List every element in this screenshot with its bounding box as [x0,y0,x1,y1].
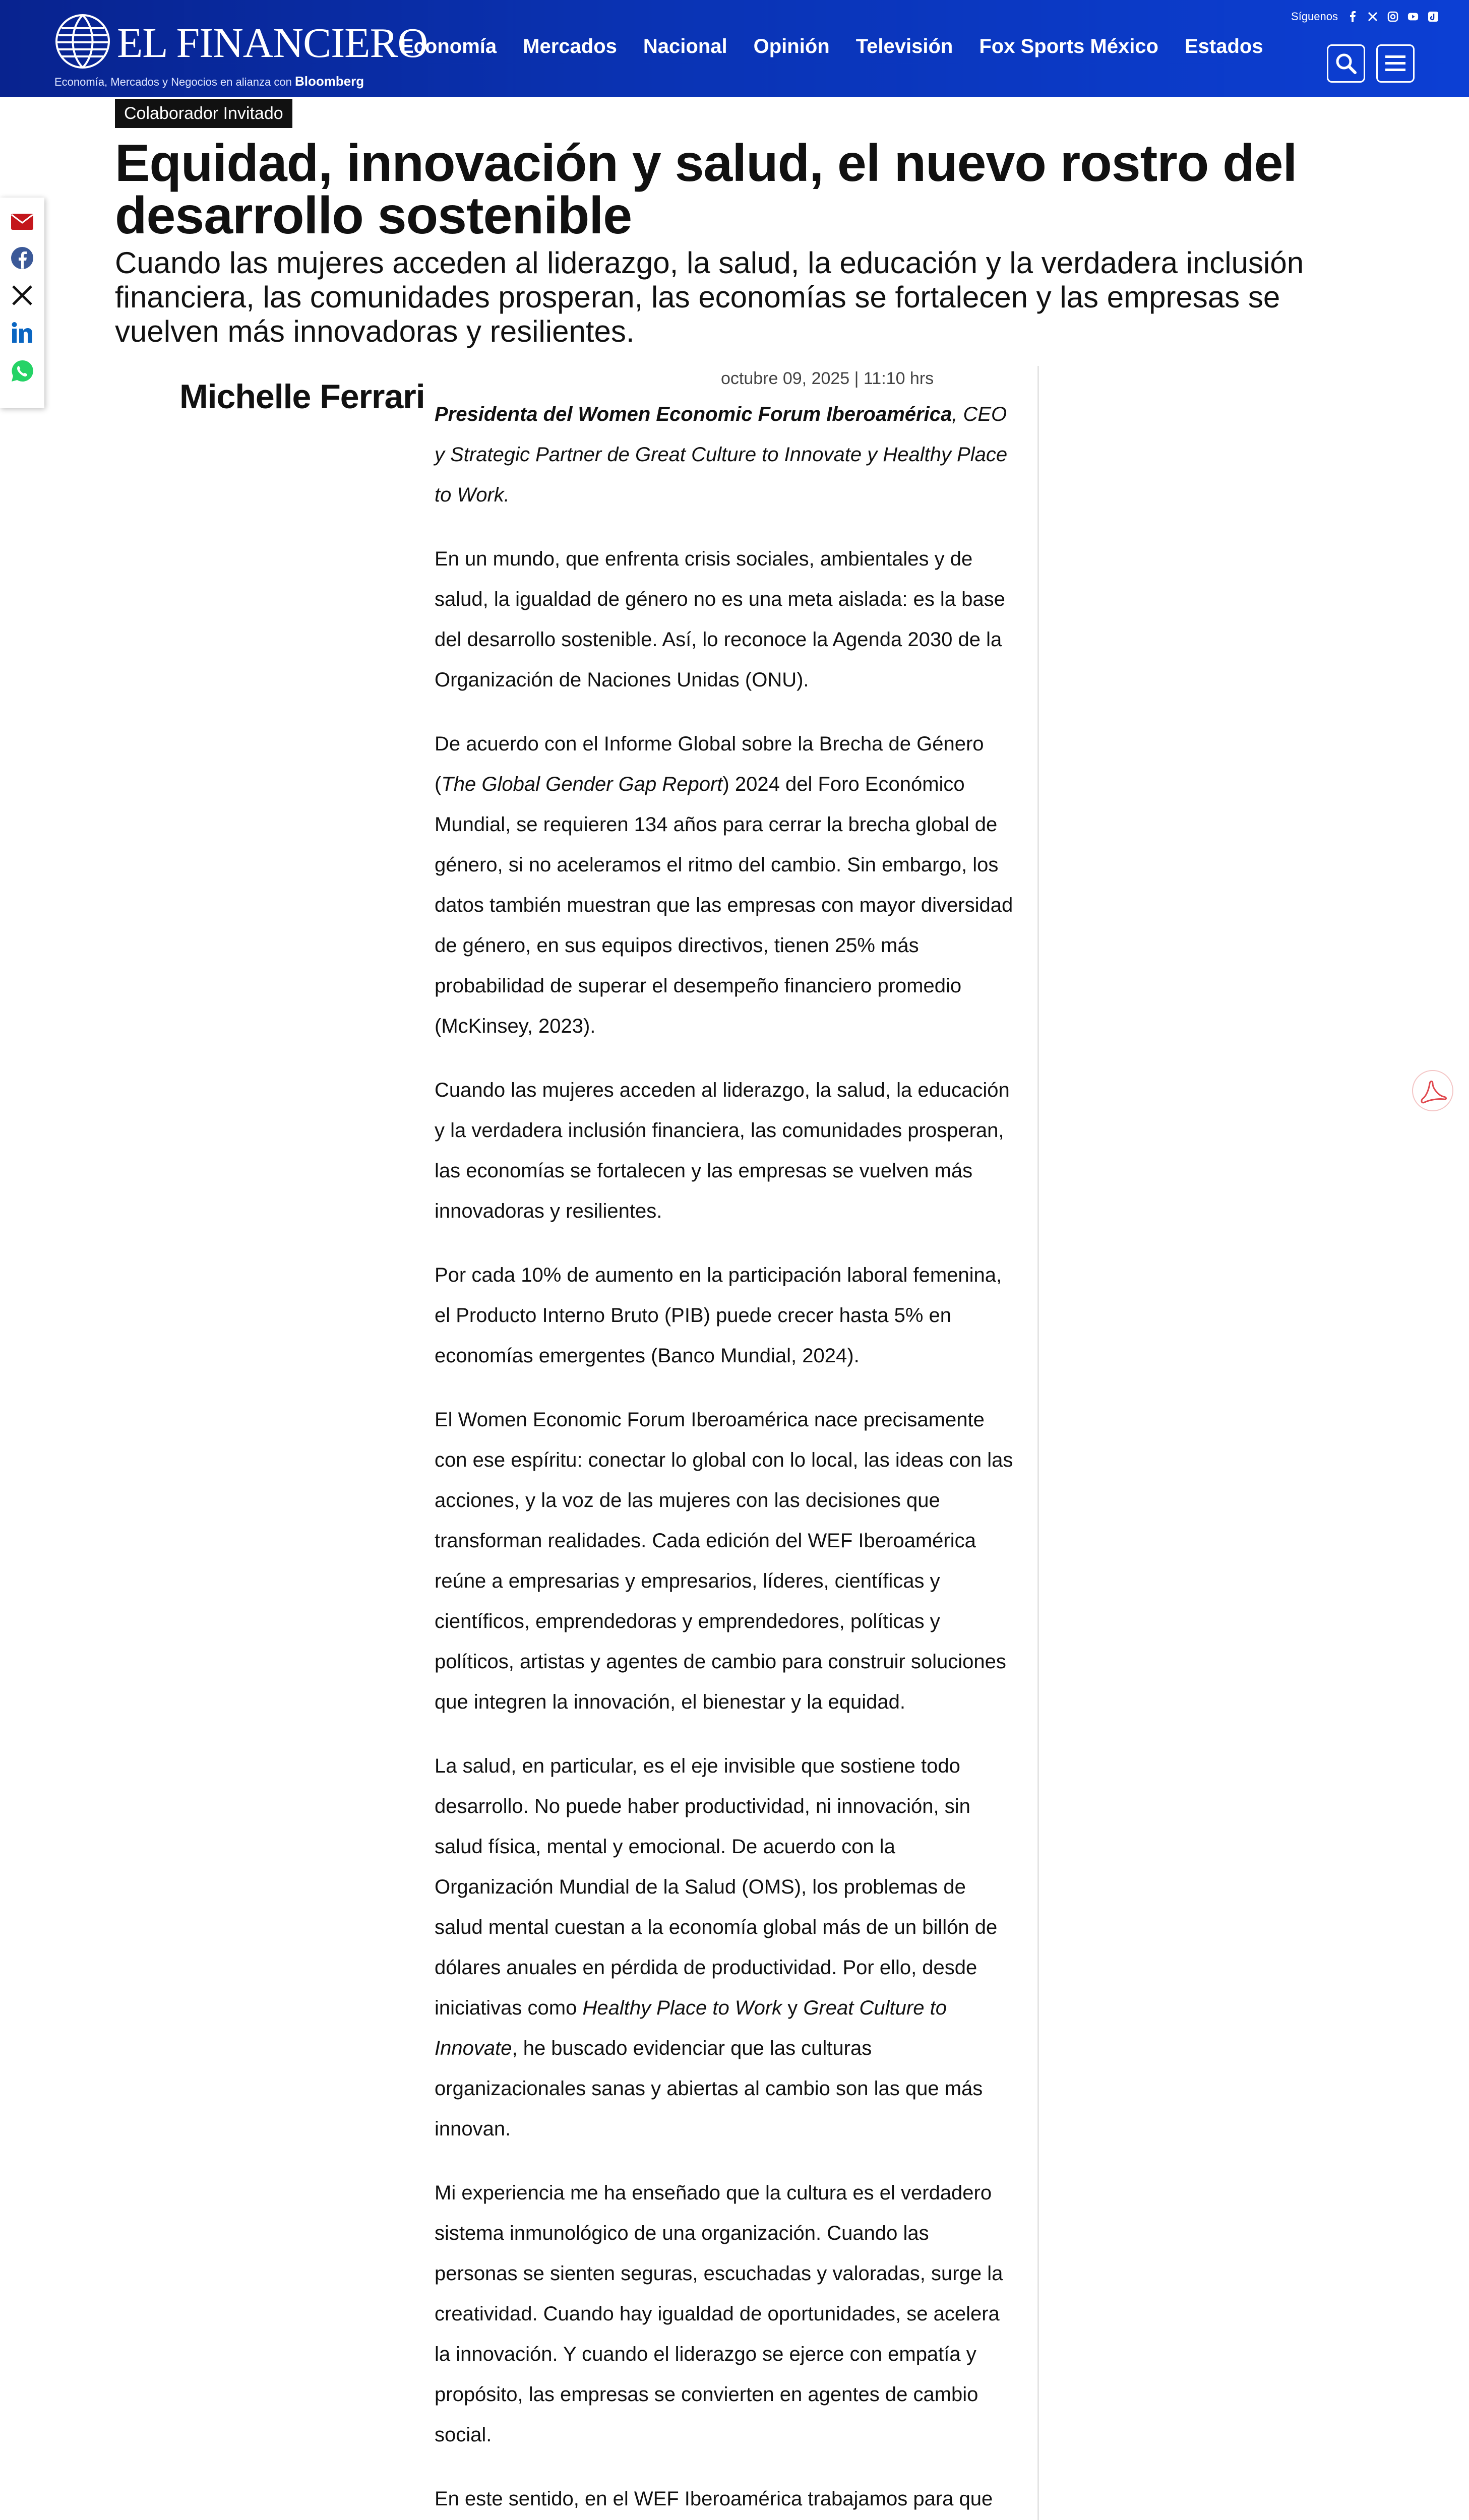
logo-subtitle-text: Economía, Mercados y Negocios en alianza con [54,76,292,88]
search-button[interactable] [1327,44,1365,83]
share-email-button[interactable] [9,209,35,235]
logo-partner: Bloomberg [294,74,364,89]
italic-span: Great Culture to Innovate [435,1997,947,2059]
facebook-icon[interactable] [1347,11,1358,22]
facebook-icon [11,246,34,270]
article-paragraph [435,1746,1014,2149]
pdf-icon [1412,1069,1454,1112]
article-body [435,394,1014,2520]
italic-span: The Global Gender Gap Report [441,773,723,795]
nav-item-fox-sports[interactable]: Fox Sports México [979,35,1158,57]
site-header [0,0,1469,97]
search-icon [1335,52,1357,75]
share-x-button[interactable] [9,282,35,308]
nav-item-mercados[interactable]: Mercados [523,35,617,57]
text-span: De acuerdo con el Informe Global sobre la Brecha de Género ( [435,733,984,795]
tiktok-icon[interactable] [1428,11,1439,22]
instagram-icon[interactable] [1387,11,1398,22]
follow-bar [1291,10,1439,23]
email-icon [11,213,34,230]
whatsapp-icon [11,359,34,383]
x-icon[interactable] [1367,11,1378,22]
share-rail [0,198,44,408]
pdf-download-button[interactable] [1412,1069,1454,1112]
article-paragraph: Por cada 10% de aumento en la participación laboral femenina, el Producto Interno Bruto (PIB) puede crecer hasta 5% en economías emergentes (Banco Mundial, 2024). [435,1264,1002,1367]
menu-button[interactable] [1376,44,1415,83]
article-paragraph: Cuando las mujeres acceden al liderazgo, la salud, la educación y la verdadera inclusión financiera, las comunidades prosperan, las economías se fortalecen y las empresas se vuelven más innovadoras y resilientes. [435,1079,1010,1222]
publish-date: octubre 09, 2025 | 11:10 hrs [721,369,934,388]
article-paragraph [435,724,1014,1046]
text-span: , he buscado evidenciar que las culturas organizacionales sanas y abiertas al cambio son las que más innovan. [435,2037,983,2140]
youtube-icon[interactable] [1407,11,1419,22]
article-paragraph: En un mundo, que enfrenta crisis sociales, ambientales y de salud, la igualdad de género no es una meta aislada: es la base del desarrollo sostenible. Así, lo reconoce la Agenda 2030 de la Organización de Naciones Unidas (ONU). [435,548,1005,691]
hamburger-menu-icon [1384,53,1406,74]
text-span: ) 2024 del Foro Económico Mundial, se requieren 134 años para cerrar la brecha global de género, si no aceleramos el ritmo del cambio. Sin embargo, los datos también muestran que las empresas con mayor diversidad de género, en sus equipos directivos, tienen 25% más probabilidad de superar el desempeño financiero promedio (McKinsey, 2023). [435,773,1013,1037]
share-facebook-button[interactable] [9,245,35,271]
column-divider [1037,366,1039,2520]
linkedin-icon [11,322,33,344]
main-nav [400,35,1290,58]
article-paragraph: Mi experiencia me ha enseñado que la cultura es el verdadero sistema inmunológico de una organización. Cuando las personas se sienten seguras, escuchadas y valoradas, surge la creatividad. Cuando hay igualdad de oportunidades, se acelera la innovación. Y cuando el liderazgo se ejerce con empatía y propósito, las empresas se convierten en agentes de cambio social. [435,2182,1003,2446]
nav-item-opinion[interactable]: Opinión [753,35,830,57]
nav-item-economia[interactable]: Economía [400,35,497,57]
share-whatsapp-button[interactable] [9,358,35,384]
article-paragraph: El Women Economic Forum Iberoamérica nace precisamente con ese espíritu: conectar lo global con lo local, las ideas con las acciones, y la voz de las mujeres con las decisiones que transforman realidades. Cada edición del WEF Iberoamérica reúne a empresarias y empresarios, líderes, científicas y científicos, emprendedoras y emprendedores, políticas y políticos, artistas y agentes de cambio para construir soluciones que integren la innovación, el bienestar y la equidad. [435,1409,1013,1713]
nav-item-estados[interactable]: Estados [1184,35,1263,57]
article-paragraph: En este sentido, en el WEF Iberoamérica trabajamos para que [435,2488,993,2510]
logo-title: EL FINANCIERO [117,20,428,67]
globe-logo-icon [54,13,111,70]
italic-span: Healthy Place to Work [582,1997,782,2019]
text-span: La salud, en particular, es el eje invisible que sostiene todo desarrollo. No puede haber productividad, ni innovación, sin salud física, mental y emocional. De acuerdo con la Organización Mundial de la Salud (OMS), los problemas de salud mental cuestan a la economía global más de un billón de dólares anuales en pérdida de productividad. Por ello, desde iniciativas como [435,1755,998,2019]
intro-bold: Presidenta del Women Economic Forum Iberoamérica [435,403,952,425]
category-badge[interactable]: Colaborador Invitado [115,99,292,128]
x-icon [12,285,33,306]
article-headline: Equidad, innovación y salud, el nuevo rostro del desarrollo sostenible [115,134,1297,245]
article-intro [435,394,1014,515]
article-subheadline: Cuando las mujeres acceden al liderazgo, la salud, la educación y la verdadera inclusión financiera, las comunidades prosperan, las economías se fortalecen y las empresas se vuelven más innovadoras y resilientes. [115,246,1304,348]
follow-label: Síguenos [1291,10,1338,23]
author-name[interactable]: Michelle Ferrari [179,377,425,416]
nav-item-nacional[interactable]: Nacional [643,35,727,57]
text-span: y [782,1997,804,2019]
intro-rest: , CEO y Strategic Partner de Great Culture to Innovate y Healthy Place to Work. [435,403,1008,506]
share-linkedin-button[interactable] [9,320,35,346]
nav-item-television[interactable]: Televisión [855,35,953,57]
logo-subtitle [54,74,364,89]
site-logo[interactable] [54,13,438,89]
